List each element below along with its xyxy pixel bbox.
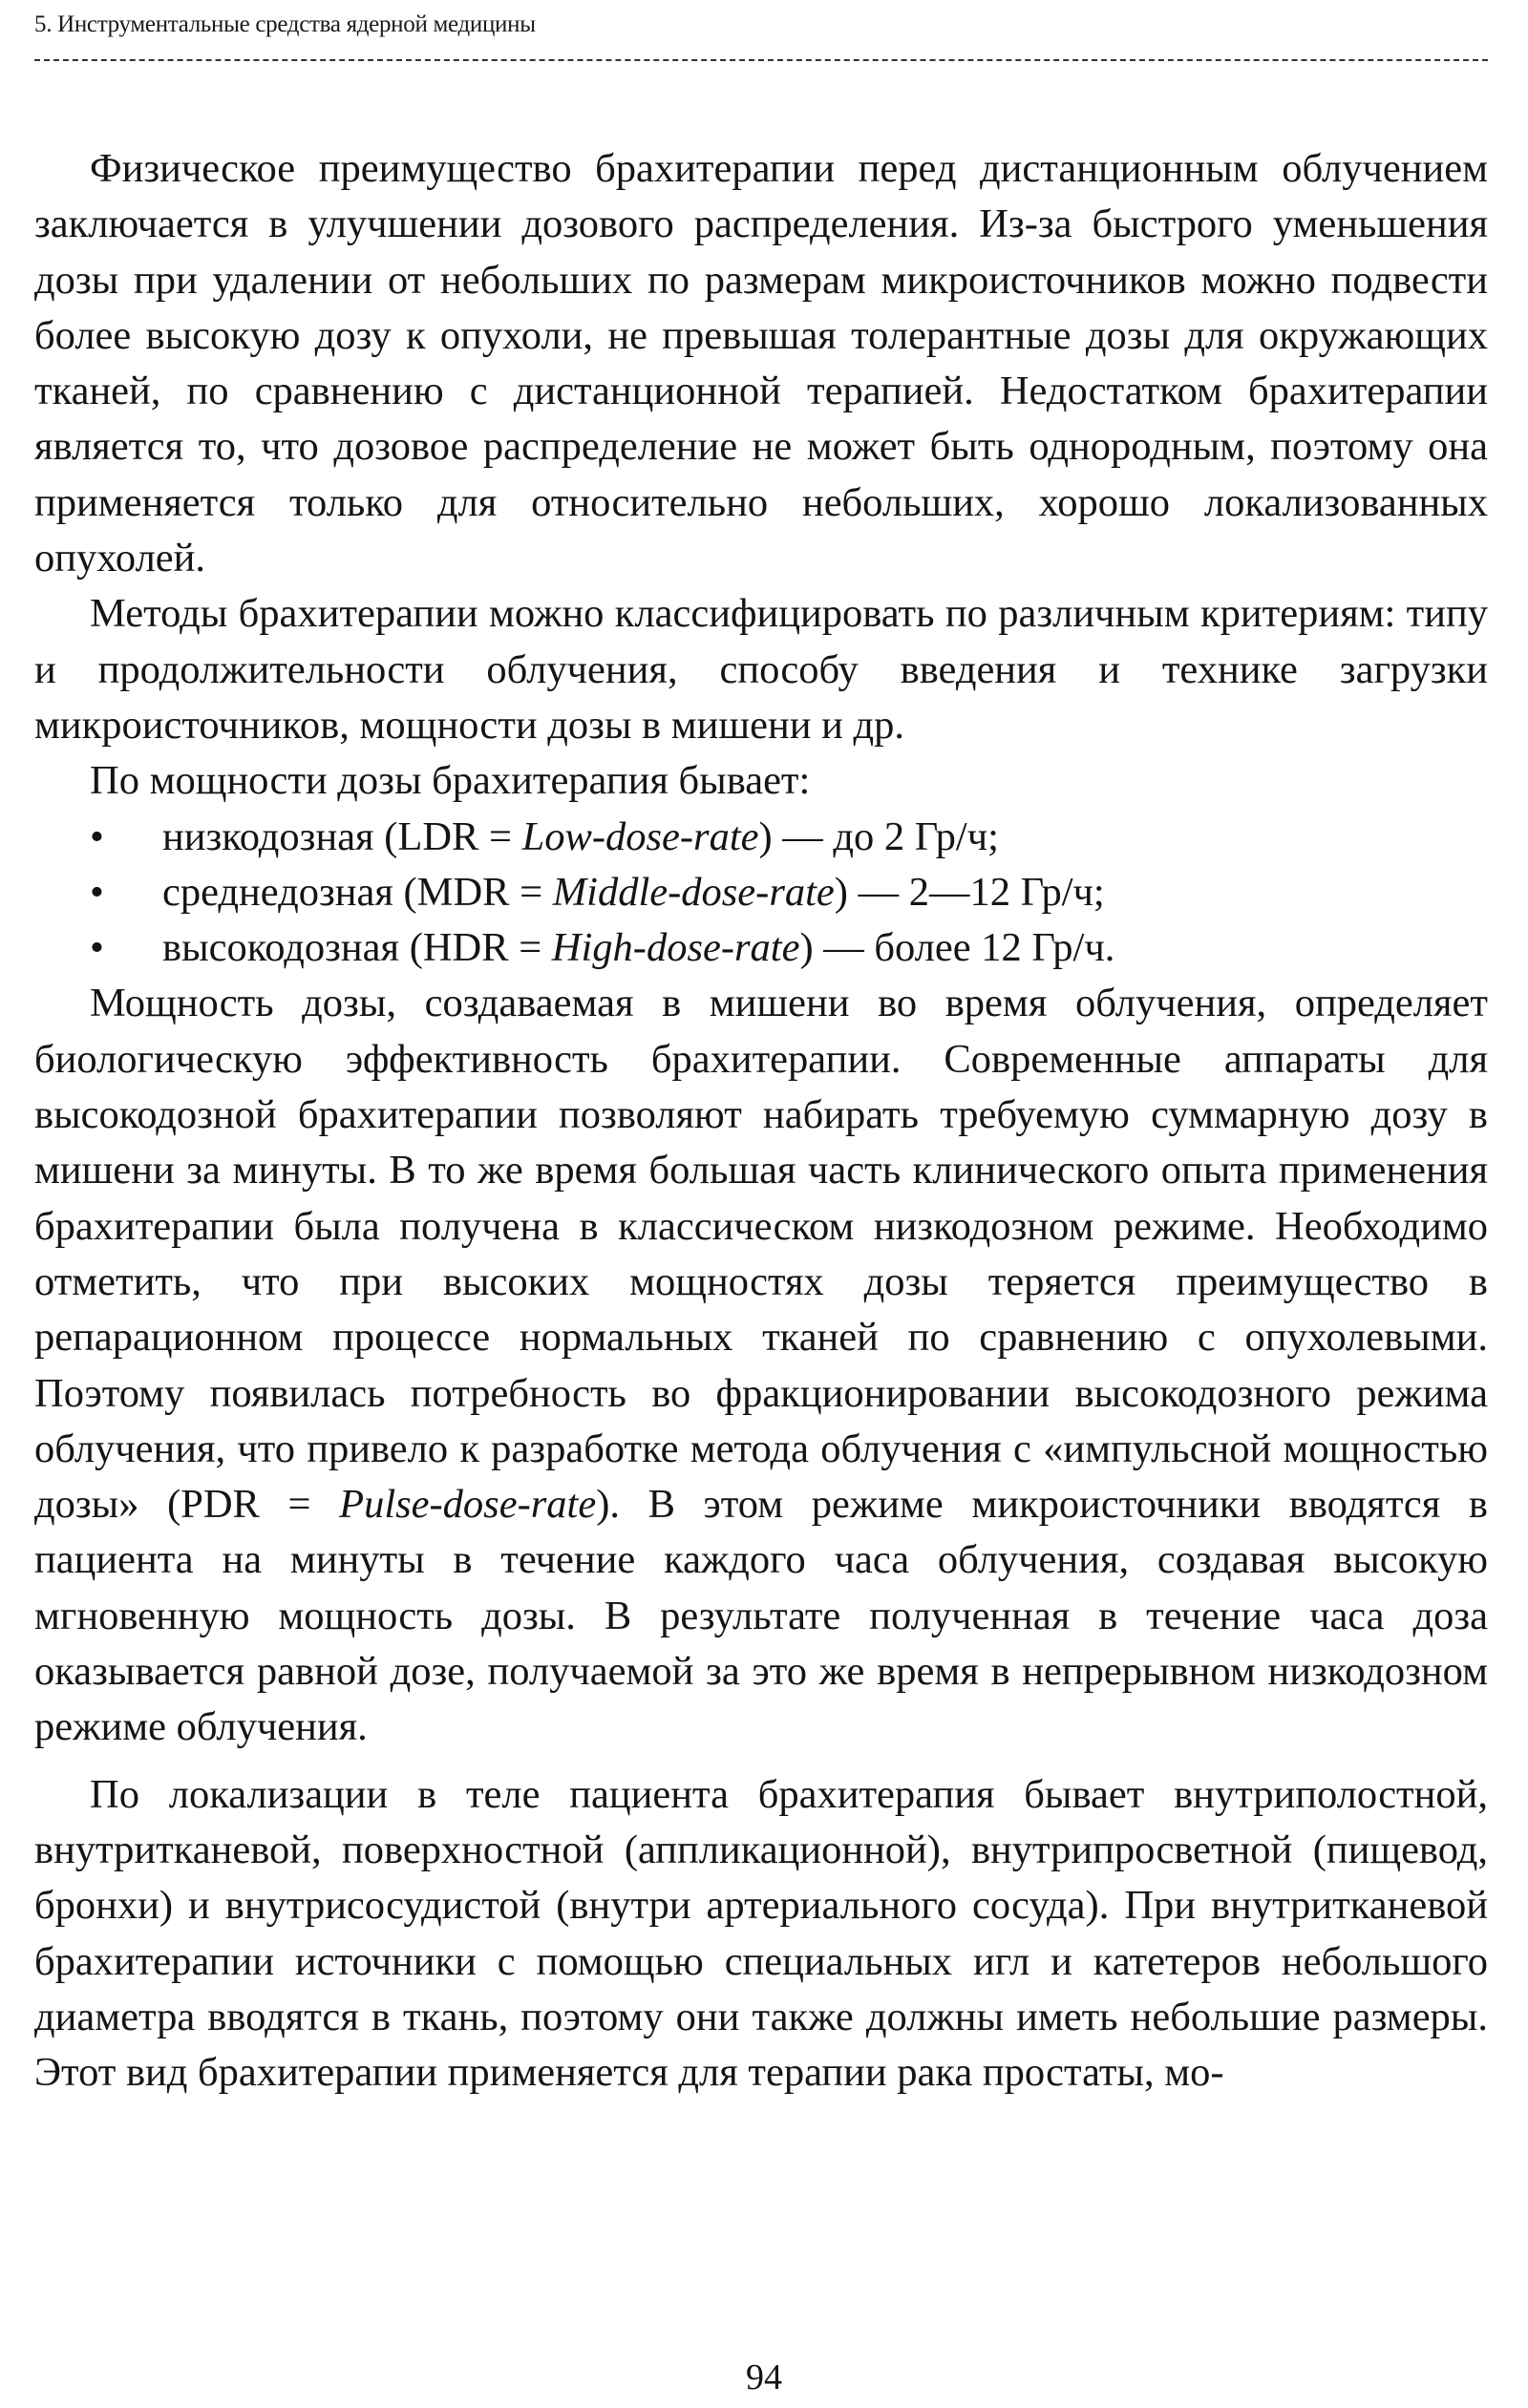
- list-item-text: среднедозная (MDR =: [162, 869, 553, 915]
- list-item-value: ) — 2—12 Гр/ч;: [834, 869, 1105, 915]
- list-item-ldr: [34, 810, 1488, 865]
- running-header: 5. Инструментальные средства ядерной медицины: [34, 11, 536, 37]
- list-item-term: Middle-dose-rate: [552, 869, 835, 915]
- page-number: 94: [746, 2357, 782, 2397]
- list-item-mdr: [34, 865, 1488, 920]
- header-divider: [34, 59, 1488, 61]
- bullet-icon: •: [90, 925, 104, 971]
- paragraph-advantage: Физическое преимущество брахитерапии перед дистанционным облучением заключается в улучшении дозового распределения. Из-за быстрого уменьшения дозы при удалении от небольших по размерам микроисточников можно подвести более высокую дозу к опухоли, не превышая толерантные дозы для окружающих тканей, по сравнению с дистанционной терапией. Недостатком брахитерапии является то, что дозовое распределение не может быть однородным, поэтому она применяется только для относительно небольших, хорошо локализованных опухолей.: [34, 146, 1488, 581]
- list-item-hdr: [34, 920, 1488, 976]
- list-item-term: High-dose-rate: [551, 925, 800, 971]
- page-body: [34, 141, 1488, 2101]
- bullet-icon: •: [90, 813, 104, 859]
- dose-rate-list: [34, 810, 1488, 977]
- paragraph-classification: Методы брахитерапии можно классифицировать по различным критериям: типу и продолжительности облучения, способу введения и технике загрузки микроисточников, мощности дозы в мишени и др.: [34, 591, 1488, 748]
- list-item-value: ) — до 2 Гр/ч;: [758, 813, 999, 859]
- paragraph-text: Мощность дозы, создаваемая в мишени во время облучения, определяет биологическую эффективность брахитерапии. Современные аппараты для высокодозной брахитерапии позволяют набирать требуемую суммарную дозу в мишени за минуты. В то же время большая часть клинического опыта применения брахитерапии была получена в классическом низкодозном режиме. Необходимо отметить, что при высоких мощностях дозы теряется преимущество в репарационном процессе нормальных тканей по сравнению с опухолевыми. Поэтому появилась потребность во фракционировании высокодозного режима облучения, что привело к разработке метода облучения с «импульсной мощностью дозы» (PDR =: [34, 981, 1488, 1528]
- bullet-icon: •: [90, 869, 104, 915]
- list-item-text: низкодозная (LDR =: [162, 813, 522, 859]
- paragraph-localization: По локализации в теле пациента брахитерапия бывает внутриполостной, внутритканевой, поверхностной (аппликационной), внутрипросветной (пищевод, бронхи) и внутрисосудистой (внутри артериального сосуда). При внутритканевой брахитерапии источники с помощью специальных игл и катетеров небольшого диаметра вводятся в ткань, поэтому они также должны иметь небольшие размеры. Этот вид брахитерапии применяется для терапии рака простаты, мо-: [34, 1771, 1488, 2096]
- paragraph-dose-rate-effect: [34, 976, 1488, 1755]
- pdr-term: Pulse-dose-rate: [339, 1482, 597, 1528]
- list-item-term: Low-dose-rate: [521, 813, 759, 859]
- paragraph-dose-rate-intro: По мощности дозы брахитерапия бывает:: [90, 758, 811, 804]
- list-item-value: ) — более 12 Гр/ч.: [799, 925, 1115, 971]
- list-item-text: высокодозная (HDR =: [162, 925, 552, 971]
- paragraph-text: ). В этом режиме микроисточники вводятся в пациента на минуты в течение каждого часа облучения, создавая высокую мгновенную мощность дозы. В результате полученная в течение часа доза оказывается равной дозе, получаемой за это же время в непрерывном низкодозном режиме облучения.: [34, 1482, 1488, 1750]
